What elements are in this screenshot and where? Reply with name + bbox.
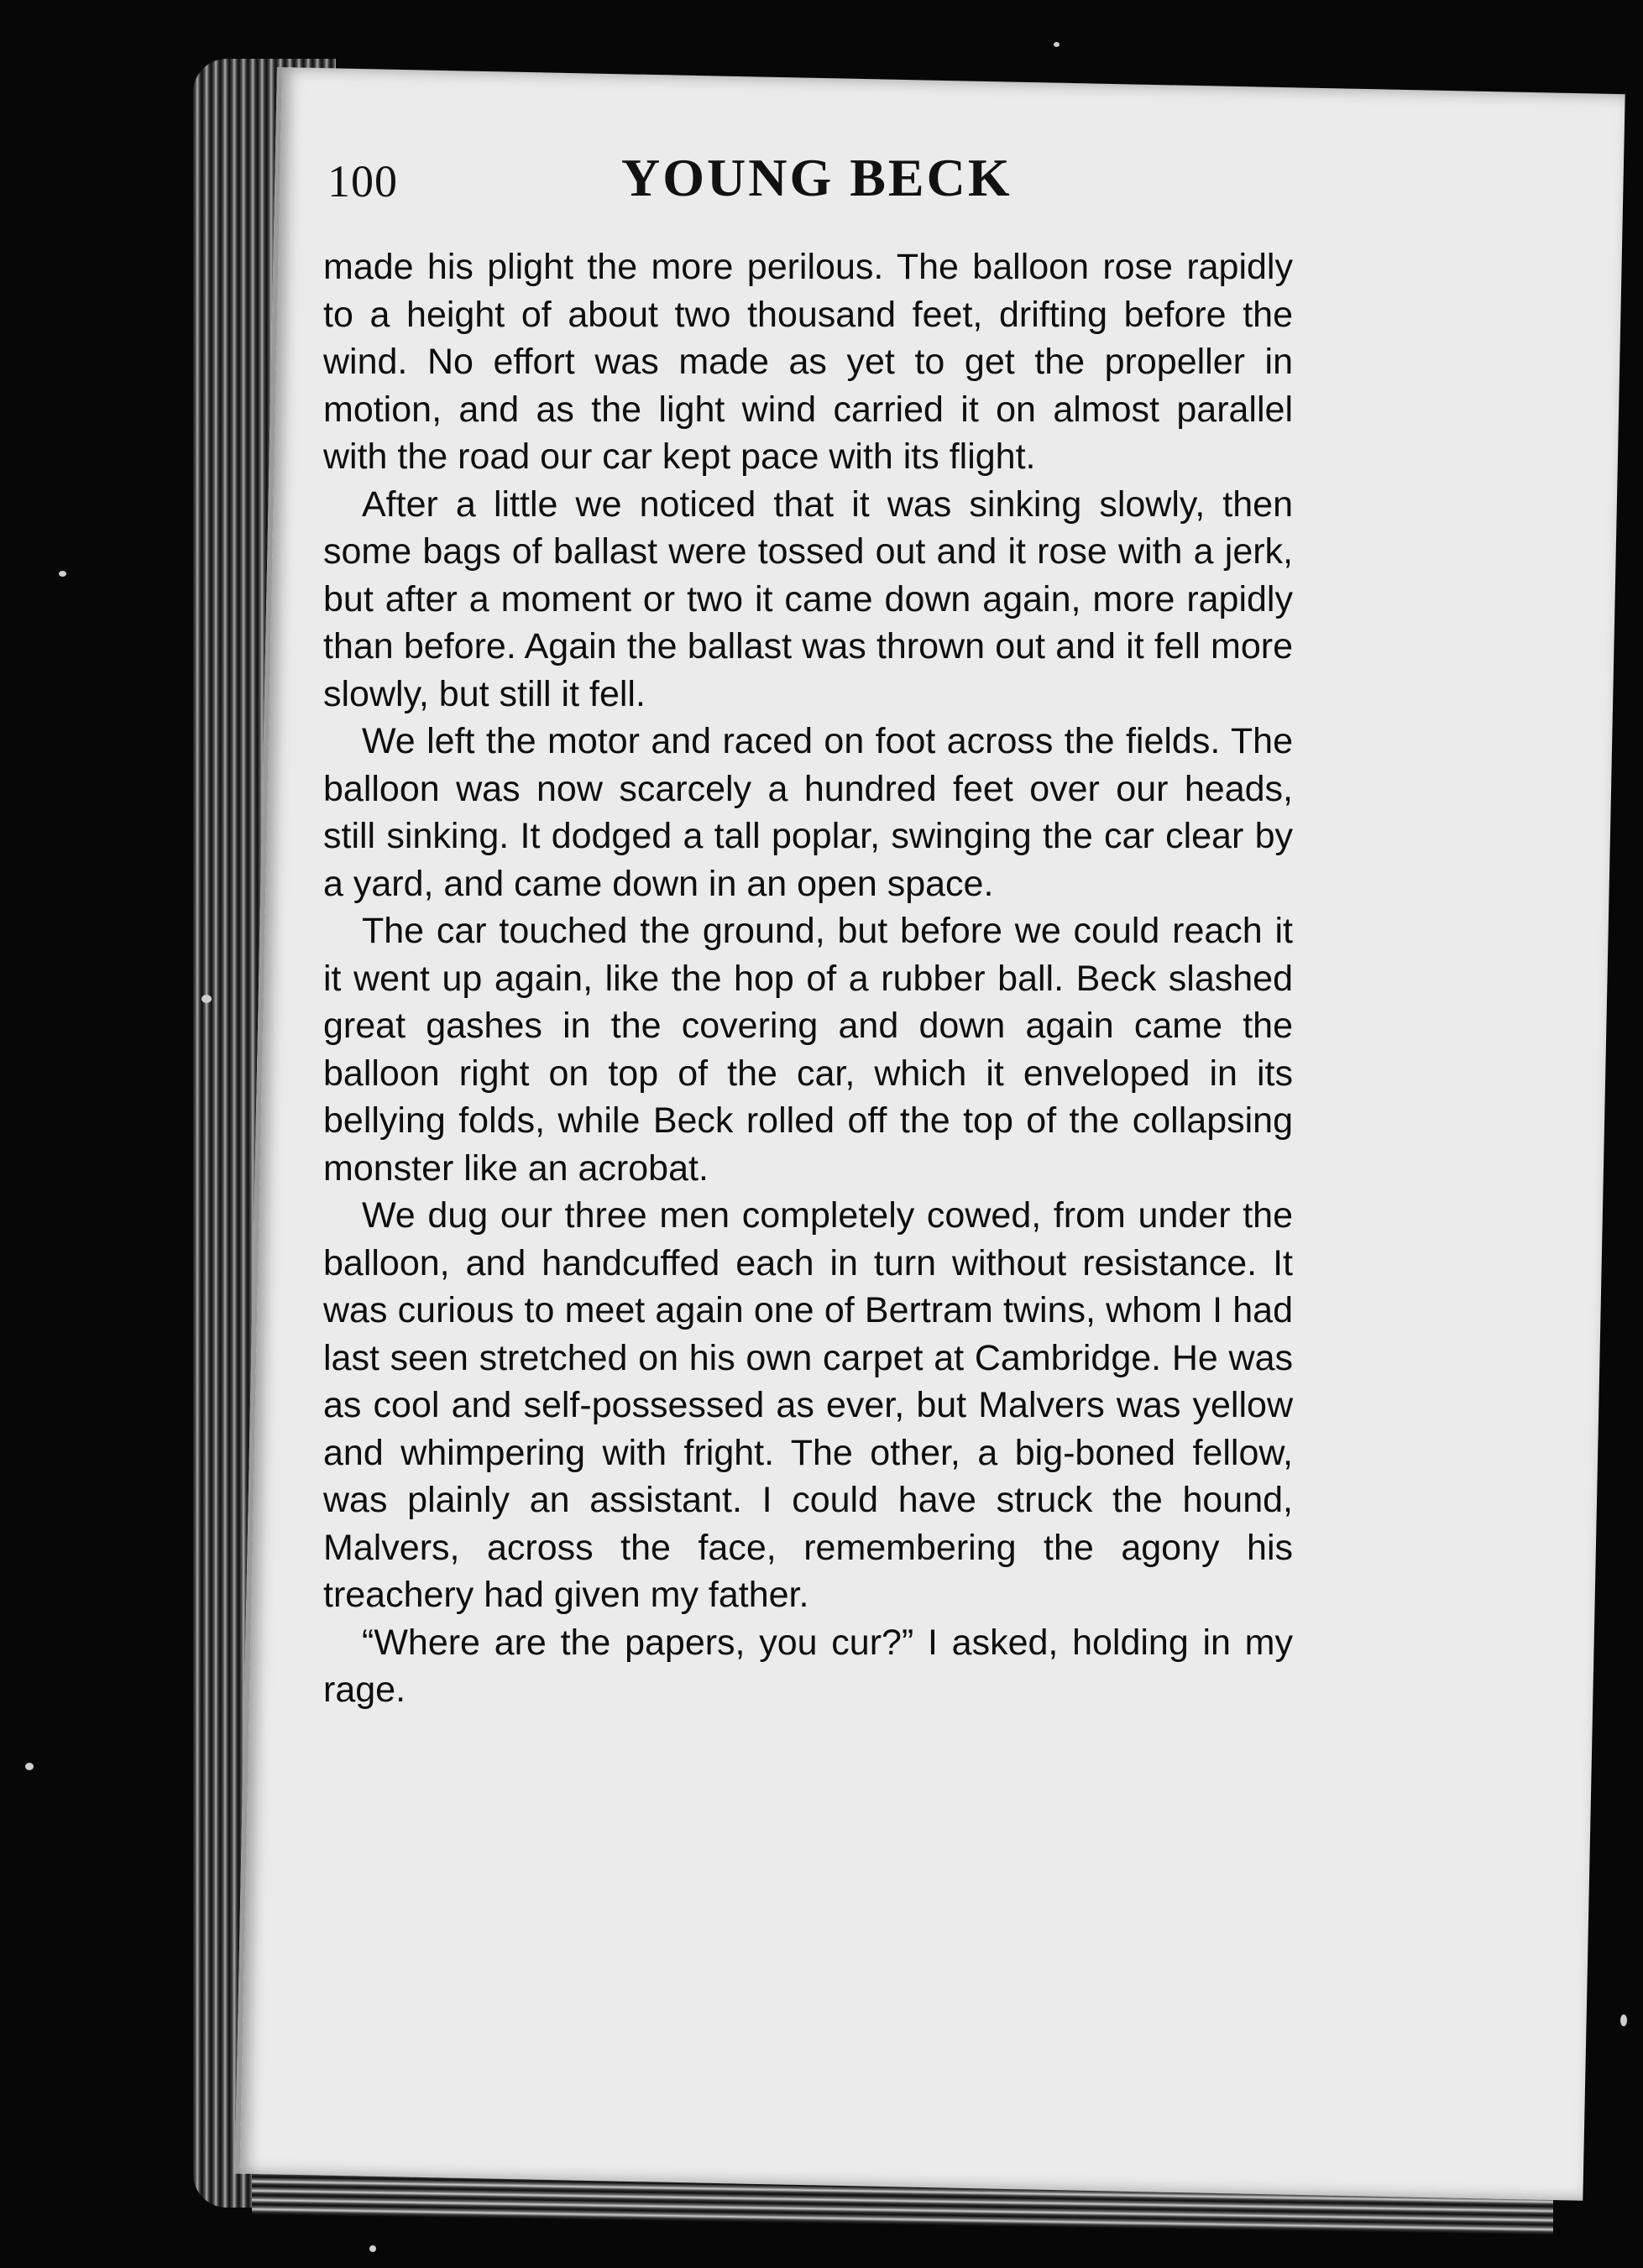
running-title: YOUNG BECK bbox=[621, 148, 1012, 207]
paragraph: After a little we noticed that it was sinking slowly, then some bags of ballast were tossed out and it rose with a jerk, but after a moment or two it came down again, more rapidly than before. Again the ballast was thrown out and it fell more slowly, but still it fell. bbox=[323, 483, 1293, 714]
running-head bbox=[327, 147, 1293, 222]
page-number: 100 bbox=[327, 156, 398, 206]
body-text bbox=[323, 243, 1293, 1714]
paragraph: “Where are the papers, you cur?” I asked, holding in my rage. bbox=[323, 1622, 1293, 1710]
paragraph: We dug our three men completely cowed, from under the balloon, and handcuffed each in turn without resistance. It was curious to meet again one of Bertram twins, whom I had last seen stretched on his own carpet at Cambridge. He was as cool and self-possessed as ever, but Malvers was yellow and whimpering with fright. The other, a big-boned fellow, was plainly an assistant. I could have struck the hound, Malvers, across the face, remembering the agony his treachery had given my father. bbox=[323, 1195, 1293, 1615]
paragraph: The car touched the ground, but before we could reach it it went up again, like the hop of a rubber ball. Beck slashed great gashes in the covering and down again came the balloon right on top of the car, which it enveloped in its bellying folds, while Beck rolled off the top of the collapsing monster like an acrobat. bbox=[323, 911, 1293, 1189]
paragraph: We left the motor and raced on foot across the fields. The balloon was now scarcely a hundred feet over our heads, still sinking. It dodged a tall poplar, swinging the car clear by a yard, and came down in an open space. bbox=[323, 721, 1293, 904]
paragraph: made his plight the more perilous. The balloon rose rapidly to a height of about two thousand feet, drifting before the wind. No effort was made as yet to get the propeller in motion, and as the light wind carried it on almost parallel with the road our car kept pace with its flight. bbox=[323, 247, 1293, 477]
